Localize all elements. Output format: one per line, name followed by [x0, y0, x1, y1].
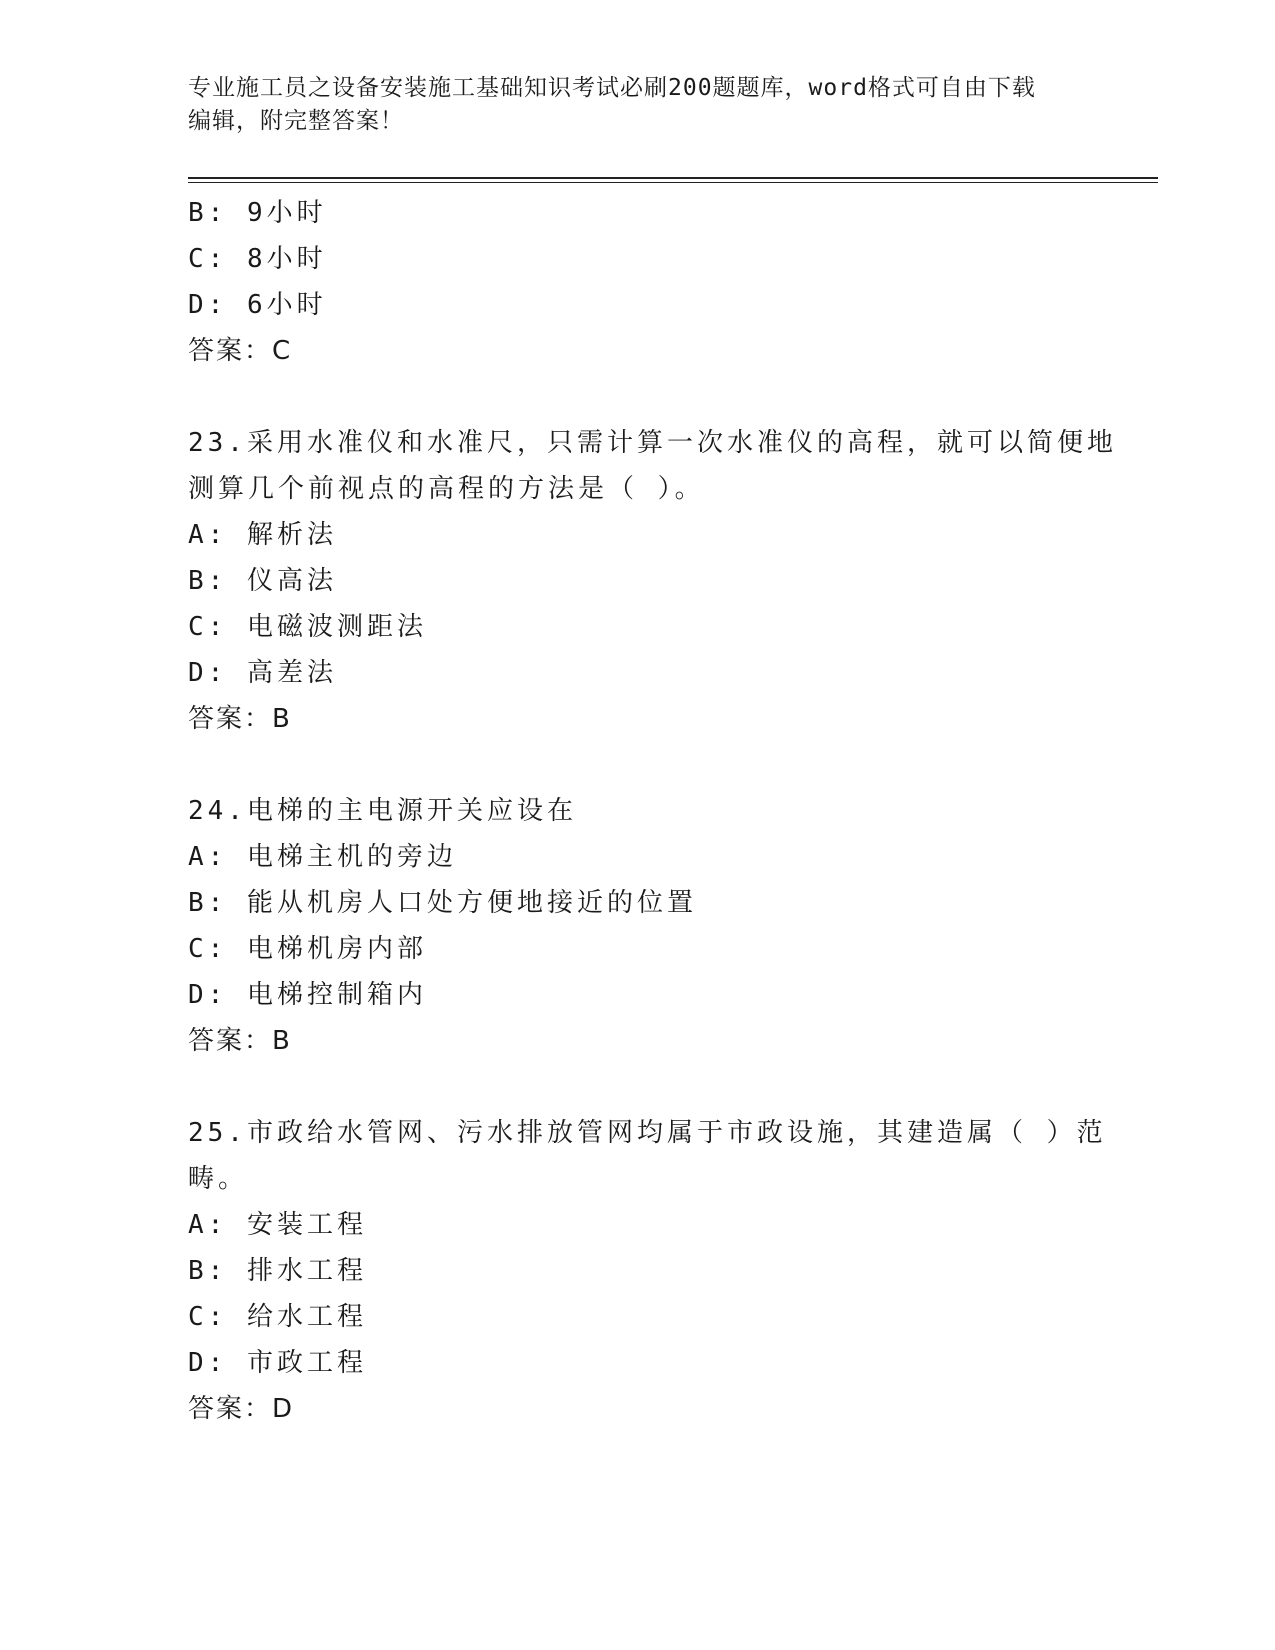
- question-24: [188, 788, 1088, 1064]
- option-c: C: 8小时: [188, 244, 327, 274]
- answer-text: 答案：B: [188, 704, 292, 734]
- spacer: [188, 742, 1088, 788]
- answer-text: 答案：D: [188, 1394, 295, 1424]
- question-stem: 畴。: [188, 1164, 249, 1194]
- question-25: [188, 1110, 1107, 1432]
- header-divider-thick: [188, 177, 1158, 179]
- header-title-line-1: 专业施工员之设备安装施工基础知识考试必刷200题题库，word格式可自由下载: [188, 75, 1036, 101]
- option-d: D: 电梯控制箱内: [188, 980, 427, 1010]
- option-c: C: 电梯机房内部: [188, 934, 427, 964]
- spacer: [188, 1064, 1088, 1110]
- spacer: [188, 374, 1088, 420]
- question-22-continued: [188, 190, 1088, 374]
- header-divider-thin: [188, 182, 1158, 183]
- option-a: A: 安装工程: [188, 1210, 367, 1240]
- option-b: B: 能从机房人口处方便地接近的位置: [188, 888, 697, 918]
- option-d: D: 6小时: [188, 290, 327, 320]
- option-a: A: 解析法: [188, 520, 337, 550]
- option-b: B: 9小时: [188, 198, 327, 228]
- question-stem: 25.市政给水管网、污水排放管网均属于市政设施，其建造属（ ）范: [188, 1118, 1107, 1148]
- option-c: C: 电磁波测距法: [188, 612, 427, 642]
- question-23: [188, 420, 1117, 742]
- question-list: [188, 190, 1117, 1432]
- question-stem: 24.电梯的主电源开关应设在: [188, 796, 577, 826]
- option-d: D: 高差法: [188, 658, 337, 688]
- question-stem: 测算几个前视点的高程的方法是（ ）。: [188, 474, 705, 504]
- option-c: C: 给水工程: [188, 1302, 367, 1332]
- option-b: B: 排水工程: [188, 1256, 367, 1286]
- answer-text: 答案：C: [188, 336, 293, 366]
- document-header: [188, 72, 1088, 138]
- answer-text: 答案：B: [188, 1026, 292, 1056]
- question-stem: 23.采用水准仪和水准尺，只需计算一次水准仪的高程，就可以简便地: [188, 428, 1117, 458]
- header-title-line-2: 编辑，附完整答案！: [188, 108, 404, 134]
- option-a: A: 电梯主机的旁边: [188, 842, 457, 872]
- option-b: B: 仪高法: [188, 566, 337, 596]
- option-d: D: 市政工程: [188, 1348, 367, 1378]
